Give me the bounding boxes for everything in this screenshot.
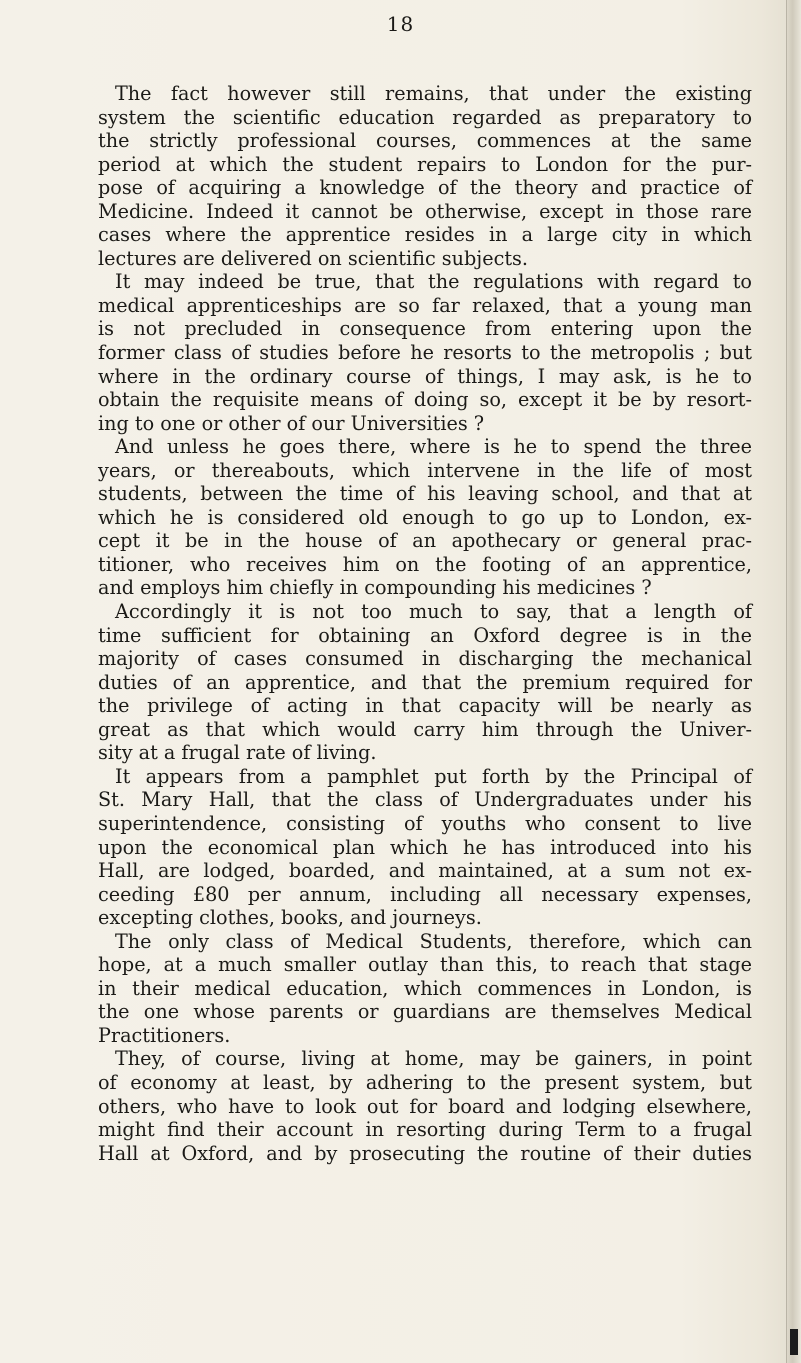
text-line: period at which the student repairs to London for the pur- [98, 152, 752, 176]
text-line: students, between the time of his leaving school, and that at [98, 482, 752, 506]
text-line: former class of studies before he resorts to the metropolis ; but [98, 341, 752, 365]
text-line: in their medical education, which commences in London, is [98, 976, 752, 1000]
text-line: Practitioners. [98, 1023, 231, 1047]
text-line: which he is considered old enough to go up to London, ex- [98, 505, 752, 529]
text-line: Hall at Oxford, and by prosecuting the routine of their duties [98, 1141, 752, 1165]
text-line: They, of course, living at home, may be gainers, in point [115, 1047, 752, 1071]
text-line: The fact however still remains, that under the existing [115, 82, 752, 105]
text-line: duties of an apprentice, and that the premium required for [98, 670, 752, 694]
text-line: sity at a frugal rate of living. [98, 741, 377, 765]
body-text [98, 82, 752, 1165]
text-line: It may indeed be true, that the regulations with regard to [115, 270, 752, 294]
text-line: hope, at a much smaller outlay than this, to reach that stage [98, 953, 752, 977]
text-line: ing to one or other of our Universities ? [98, 411, 485, 435]
text-line: ceeding £80 per annum, including all necessary expenses, [98, 882, 752, 906]
text-line: Accordingly it is not too much to say, that a length of [115, 600, 752, 624]
text-line: The only class of Medical Students, therefore, which can [115, 929, 752, 953]
text-line: the strictly professional courses, commences at the same [98, 129, 752, 153]
text-line: of economy at least, by adhering to the present system, but [98, 1070, 752, 1094]
text-line: the privilege of acting in that capacity will be nearly as [98, 694, 752, 718]
text-line: And unless he goes there, where is he to spend the three [115, 435, 752, 459]
text-line: the one whose parents or guardians are themselves Medical [98, 1000, 752, 1024]
text-line: where in the ordinary course of things, I may ask, is he to [98, 364, 752, 388]
text-line: years, or thereabouts, which intervene in the life of most [98, 458, 752, 482]
text-line: lectures are delivered on scientific subjects. [98, 246, 528, 270]
text-line: might find their account in resorting during Term to a frugal [98, 1118, 752, 1142]
text-line: excepting clothes, books, and journeys. [98, 906, 482, 930]
text-line: titioner, who receives him on the footing of an apprentice, [98, 552, 752, 576]
text-line: cept it be in the house of an apothecary or general prac- [98, 529, 752, 553]
text-line: Medicine. Indeed it cannot be otherwise, except in those rare [98, 199, 752, 223]
text-line: Hall, are lodged, boarded, and maintained, at a sum not ex- [98, 859, 752, 883]
text-line: others, who have to look out for board and lodging elsewhere, [98, 1094, 752, 1118]
page-number: 18 [386, 12, 415, 36]
text-line: system the scientific education regarded as preparatory to [98, 105, 752, 129]
text-line: obtain the requisite means of doing so, except it be by resort- [98, 388, 752, 412]
text-line: time sufficient for obtaining an Oxford degree is in the [98, 623, 752, 647]
text-line: It appears from a pamphlet put forth by the Principal of [115, 764, 752, 788]
edge-mark [790, 1329, 798, 1355]
page-edge [786, 0, 801, 1363]
text-line: cases where the apprentice resides in a large city in which [98, 223, 752, 247]
text-line: and employs him chiefly in compounding his medicines ? [98, 576, 652, 600]
text-line: great as that which would carry him through the Univer- [98, 717, 752, 741]
text-line: superintendence, consisting of youths who consent to live [98, 811, 752, 835]
text-line: St. Mary Hall, that the class of Undergraduates under his [98, 788, 752, 812]
text-line: upon the economical plan which he has introduced into his [98, 835, 752, 859]
text-line: pose of acquiring a knowledge of the theory and practice of [98, 176, 752, 200]
text-line: majority of cases consumed in discharging the mechanical [98, 647, 752, 671]
text-line: is not precluded in consequence from entering upon the [98, 317, 752, 341]
text-line: medical apprenticeships are so far relaxed, that a young man [98, 293, 752, 317]
